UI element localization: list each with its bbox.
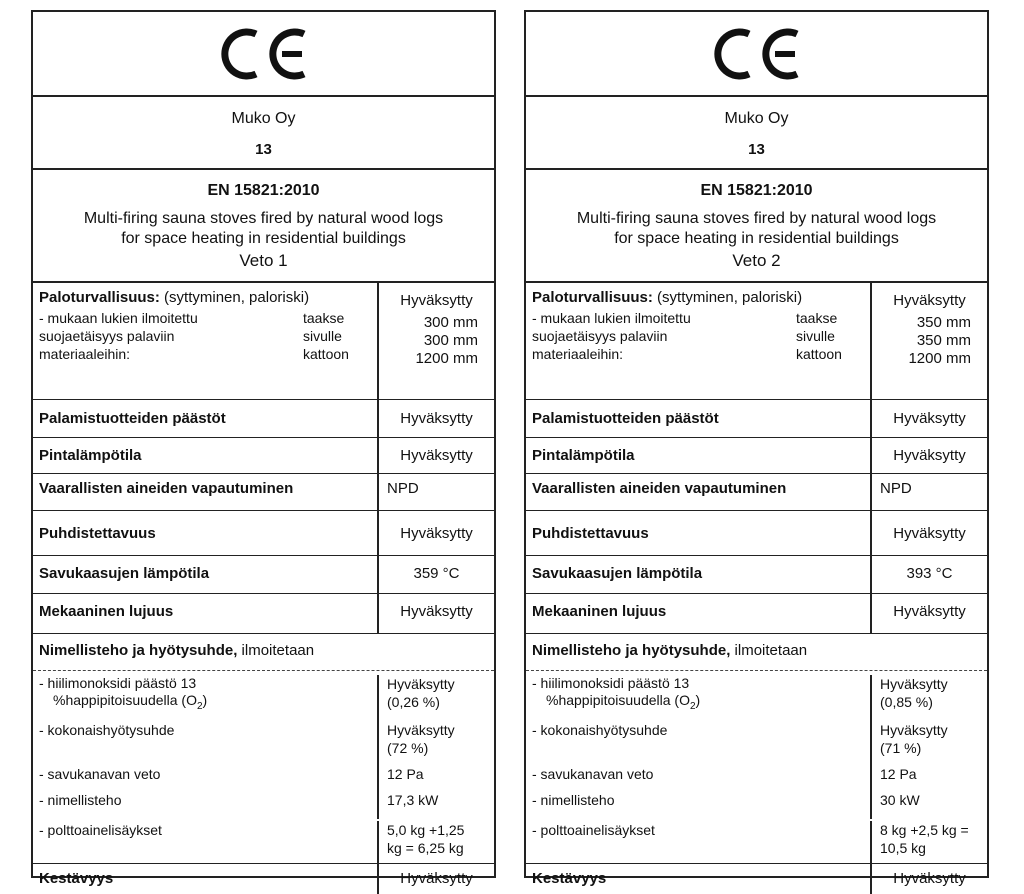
co-value	[870, 675, 987, 721]
row-value: Hyväksytty	[377, 400, 494, 437]
cleanability-row	[33, 511, 494, 556]
fire-safety-value-cell	[377, 283, 494, 399]
standard-description	[33, 200, 494, 249]
efficiency-label: - kokonaishyötysuhde	[39, 722, 175, 738]
row-name: Kestävyys	[532, 870, 607, 887]
draught-label: - savukanavan veto	[532, 766, 654, 782]
efficiency-value-2: (71 %)	[880, 740, 922, 756]
manufacturer-section	[526, 97, 987, 170]
efficiency-value	[870, 721, 987, 765]
standard-section	[526, 170, 987, 283]
clearance-text	[532, 309, 691, 363]
dir-top: kattoon	[303, 346, 349, 362]
surface-temp-row	[526, 438, 987, 474]
durability-row	[526, 864, 987, 894]
draught-value: 12 Pa	[377, 765, 494, 791]
performance-details	[526, 671, 987, 864]
ce-mark-logo	[216, 28, 312, 80]
standard-code: EN 15821:2010	[207, 182, 320, 199]
nominal-power-label: - nimellisteho	[532, 792, 615, 808]
fuel-load-value-1: 8 kg +2,5 kg =	[880, 822, 969, 838]
co-label-2	[532, 692, 864, 715]
row-value: Hyväksytty	[870, 400, 987, 437]
mechanical-strength-row	[526, 594, 987, 634]
row-name: Vaarallisten aineiden vapautuminen	[39, 480, 294, 497]
hazardous-substances-row	[526, 474, 987, 511]
row-value: Hyväksytty	[377, 511, 494, 555]
fuel-load-value-2: kg = 6,25 kg	[387, 840, 464, 856]
fuel-load-label: - polttoainelisäykset	[39, 822, 162, 838]
co-label-2-text: %happipitoisuudella (O	[546, 692, 690, 708]
co-label-1: - hiilimonoksidi päästö 13	[532, 675, 690, 691]
fuel-load-row	[526, 819, 987, 866]
clearance-directions	[303, 309, 349, 363]
durability-row	[33, 864, 494, 894]
hazardous-substances-row	[33, 474, 494, 511]
clearance-directions	[796, 309, 842, 363]
co-label-2	[39, 692, 371, 715]
clearance-text-3: materiaaleihin:	[39, 346, 131, 362]
performance-title: Nimellisteho ja hyötysuhde,	[532, 642, 731, 659]
dir-back: taakse	[796, 310, 838, 326]
draught-row	[526, 765, 987, 791]
co-label-1: - hiilimonoksidi päästö 13	[39, 675, 197, 691]
row-value: NPD	[870, 474, 987, 510]
clearance-text-2: suojaetäisyys palaviin	[39, 328, 175, 344]
val-back: 300 mm	[423, 314, 478, 331]
row-value: Hyväksytty	[377, 438, 494, 473]
row-value: Hyväksytty	[377, 594, 494, 633]
co-label	[33, 675, 377, 721]
description-line-2: for space heating in residential buildings	[614, 230, 899, 247]
ce-mark-section	[33, 12, 494, 97]
manufacturer-name: Muko Oy	[724, 110, 789, 127]
row-name: Mekaaninen lujuus	[39, 603, 174, 620]
standard-code: EN 15821:2010	[700, 182, 813, 199]
fire-safety-value: Hyväksytty	[893, 292, 966, 309]
performance-header	[33, 634, 494, 671]
performance-title-cell	[526, 634, 987, 670]
row-value: Hyväksytty	[870, 594, 987, 633]
description-line-2: for space heating in residential buildings	[121, 230, 406, 247]
row-value: Hyväksytty	[870, 864, 987, 894]
row-name: Palamistuotteiden päästöt	[532, 410, 719, 427]
clearance-text-1: - mukaan lukien ilmoitettu	[532, 310, 691, 326]
fuel-load-value	[870, 821, 987, 866]
performance-note: ilmoitetaan	[730, 642, 808, 659]
co-label-end: )	[695, 692, 701, 708]
val-back: 350 mm	[916, 314, 971, 331]
fire-safety-value-cell	[870, 283, 987, 399]
performance-title-cell	[33, 634, 494, 670]
efficiency-row	[33, 721, 494, 765]
ce-year: 13	[748, 141, 765, 158]
val-top: 1200 mm	[415, 350, 478, 367]
co-value-1: Hyväksytty	[387, 676, 455, 692]
co-emission-row	[526, 671, 987, 721]
fire-safety-cell	[33, 283, 377, 399]
flue-gas-temp-row	[526, 556, 987, 594]
row-value: NPD	[377, 474, 494, 510]
draught-label: - savukanavan veto	[39, 766, 161, 782]
fire-safety-row	[526, 283, 987, 400]
co-label-sub: 2	[196, 700, 203, 712]
performance-header	[526, 634, 987, 671]
manufacturer-name: Muko Oy	[231, 110, 296, 127]
ce-mark-logo	[709, 28, 805, 80]
row-name: Pintalämpötila	[39, 447, 142, 464]
fire-safety-note: (syttyminen, paloriski)	[159, 289, 310, 306]
co-value-2: (0,26 %)	[387, 694, 440, 710]
flue-gas-temp-row	[33, 556, 494, 594]
emissions-row	[33, 400, 494, 438]
co-label-end: )	[202, 692, 208, 708]
nominal-power-value: 17,3 kW	[377, 791, 494, 819]
nominal-power-row	[526, 791, 987, 819]
nominal-power-row	[33, 791, 494, 819]
efficiency-value-1: Hyväksytty	[387, 722, 455, 738]
co-emission-row	[33, 671, 494, 721]
co-label-2-text: %happipitoisuudella (O	[53, 692, 197, 708]
nominal-power-value: 30 kW	[870, 791, 987, 819]
efficiency-row	[526, 721, 987, 765]
fire-safety-note: (syttyminen, paloriski)	[652, 289, 803, 306]
performance-title: Nimellisteho ja hyötysuhde,	[39, 642, 238, 659]
row-value: 359 °C	[377, 556, 494, 593]
row-value: Hyväksytty	[377, 864, 494, 894]
standard-section	[33, 170, 494, 283]
draught-row	[33, 765, 494, 791]
row-name: Puhdistettavuus	[39, 525, 156, 542]
row-name: Vaarallisten aineiden vapautuminen	[532, 480, 787, 497]
val-side: 350 mm	[916, 332, 971, 349]
efficiency-value	[377, 721, 494, 765]
performance-note: ilmoitetaan	[237, 642, 315, 659]
fuel-load-value	[377, 821, 494, 866]
clearance-text	[39, 309, 198, 363]
manufacturer-section	[33, 97, 494, 170]
fire-safety-cell	[526, 283, 870, 399]
co-value	[377, 675, 494, 721]
ce-label-veto-1	[31, 10, 496, 887]
description-line-1: Multi-firing sauna stoves fired by natural wood logs	[83, 210, 444, 227]
product-variant: Veto 2	[732, 251, 781, 270]
row-name: Savukaasujen lämpötila	[39, 565, 210, 582]
cleanability-row	[526, 511, 987, 556]
dir-side: sivulle	[303, 328, 342, 344]
row-name: Puhdistettavuus	[532, 525, 649, 542]
performance-details	[33, 671, 494, 864]
clearance-values	[387, 309, 486, 368]
standard-description	[526, 200, 987, 249]
fire-safety-title: Paloturvallisuus:	[532, 289, 653, 306]
ce-mark-section	[526, 12, 987, 97]
emissions-row	[526, 400, 987, 438]
dir-side: sivulle	[796, 328, 835, 344]
efficiency-value-2: (72 %)	[387, 740, 429, 756]
co-value-1: Hyväksytty	[880, 676, 948, 692]
clearance-values	[880, 309, 979, 368]
dir-top: kattoon	[796, 346, 842, 362]
val-side: 300 mm	[423, 332, 478, 349]
ce-year: 13	[255, 141, 272, 158]
row-name: Palamistuotteiden päästöt	[39, 410, 226, 427]
efficiency-label: - kokonaishyötysuhde	[532, 722, 668, 738]
clearance-text-1: - mukaan lukien ilmoitettu	[39, 310, 198, 326]
fire-safety-value: Hyväksytty	[400, 292, 473, 309]
fire-safety-title: Paloturvallisuus:	[39, 289, 160, 306]
row-name: Savukaasujen lämpötila	[532, 565, 703, 582]
surface-temp-row	[33, 438, 494, 474]
fuel-load-label: - polttoainelisäykset	[532, 822, 655, 838]
dir-back: taakse	[303, 310, 345, 326]
row-name: Pintalämpötila	[532, 447, 635, 464]
row-value: 393 °C	[870, 556, 987, 593]
draught-value: 12 Pa	[870, 765, 987, 791]
clearance-text-3: materiaaleihin:	[532, 346, 624, 362]
row-value: Hyväksytty	[870, 511, 987, 555]
description-line-1: Multi-firing sauna stoves fired by natural wood logs	[576, 210, 937, 227]
fuel-load-value-2: 10,5 kg	[880, 840, 926, 856]
fire-safety-row	[33, 283, 494, 400]
fuel-load-row	[33, 819, 494, 866]
val-top: 1200 mm	[908, 350, 971, 367]
product-variant: Veto 1	[239, 251, 288, 270]
row-name: Mekaaninen lujuus	[532, 603, 667, 620]
co-value-2: (0,85 %)	[880, 694, 933, 710]
co-label	[526, 675, 870, 721]
ce-label-veto-2	[524, 10, 989, 887]
row-value: Hyväksytty	[870, 438, 987, 473]
co-label-sub: 2	[689, 700, 696, 712]
fuel-load-value-1: 5,0 kg +1,25	[387, 822, 465, 838]
nominal-power-label: - nimellisteho	[39, 792, 122, 808]
mechanical-strength-row	[33, 594, 494, 634]
efficiency-value-1: Hyväksytty	[880, 722, 948, 738]
row-name: Kestävyys	[39, 870, 114, 887]
clearance-text-2: suojaetäisyys palaviin	[532, 328, 668, 344]
